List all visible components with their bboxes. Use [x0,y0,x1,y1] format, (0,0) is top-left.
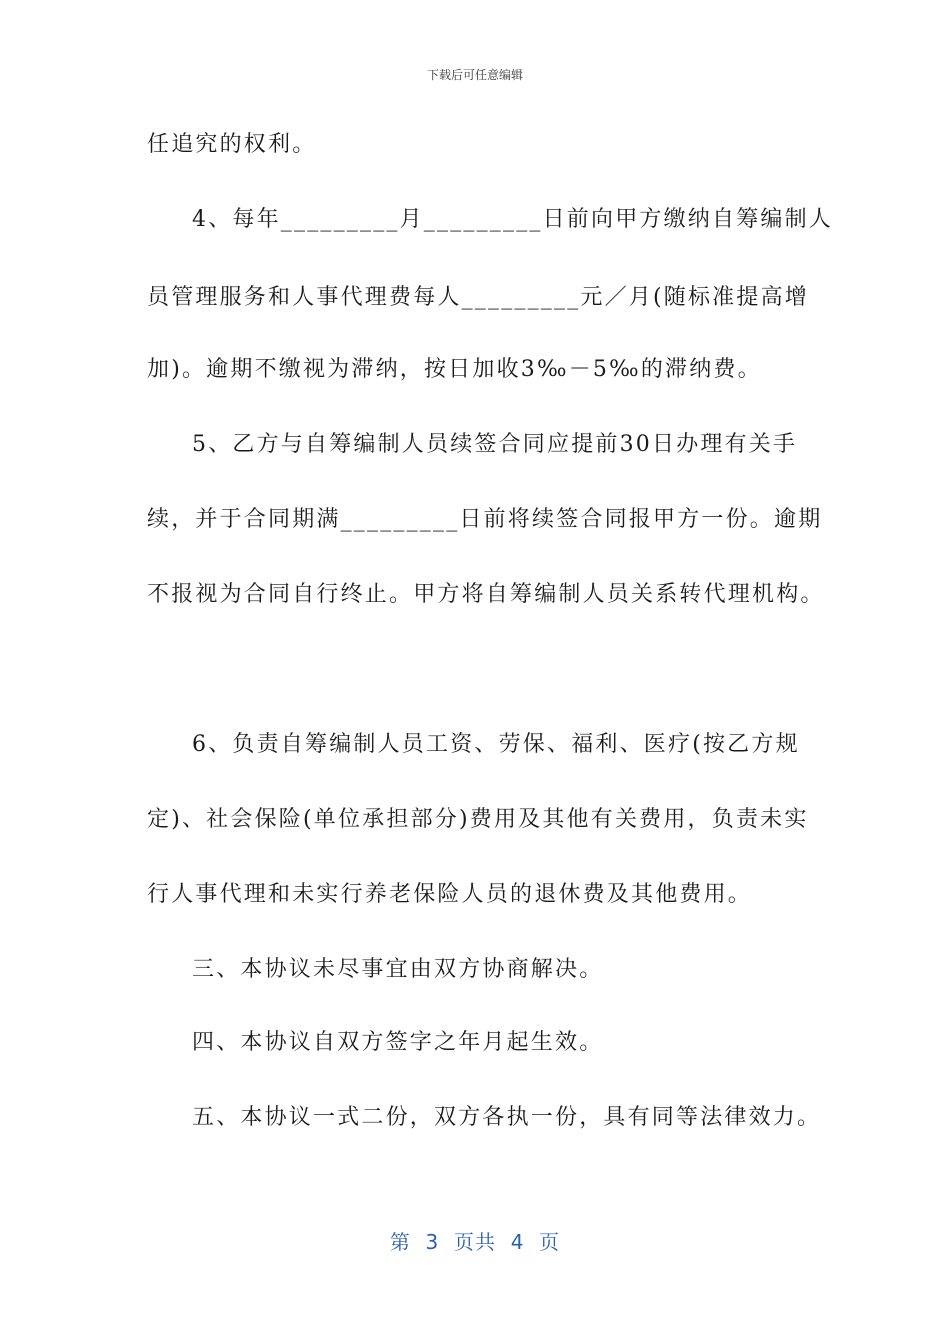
paragraph-line: 续，并于合同期满_________日前将续签合同报甲方一份。逾期 [147,507,823,532]
paragraph-line: 行人事代理和未实行养老保险人员的退休费及其他费用。 [147,882,753,907]
paragraph-line: 员管理服务和人事代理费每人_________元／月(随标准提高增 [147,285,809,310]
paragraph-line: 四、本协议自双方签字之年月起生效。 [192,1030,604,1055]
paragraph-line: 五、本协议一式二份，双方各执一份，具有同等法律效力。 [192,1105,822,1130]
paragraph-line: 任追究的权利。 [147,132,317,157]
paragraph-line: 三、本协议未尽事宜由双方协商解决。 [192,957,604,982]
paragraph-line: 5、乙方与自筹编制人员续签合同应提前30日办理有关手 [192,432,798,457]
page-header: 下载后可任意编辑 [426,68,523,82]
paragraph-line: 加)。逾期不缴视为滞纳，按日加收3‰－5‰的滞纳费。 [147,357,762,382]
paragraph-line: 定)、社会保险(单位承担部分)费用及其他有关费用，负责未实 [147,807,809,832]
paragraph-line: 4、每年_________月_________日前向甲方缴纳自筹编制人 [192,207,833,232]
page-number-footer: 第 3 页共 4 页 [389,1230,561,1254]
paragraph-line: 不报视为合同自行终止。甲方将自筹编制人员关系转代理机构。 [147,582,825,607]
paragraph-line: 6、负责自筹编制人员工资、劳保、福利、医疗(按乙方规 [192,732,800,757]
